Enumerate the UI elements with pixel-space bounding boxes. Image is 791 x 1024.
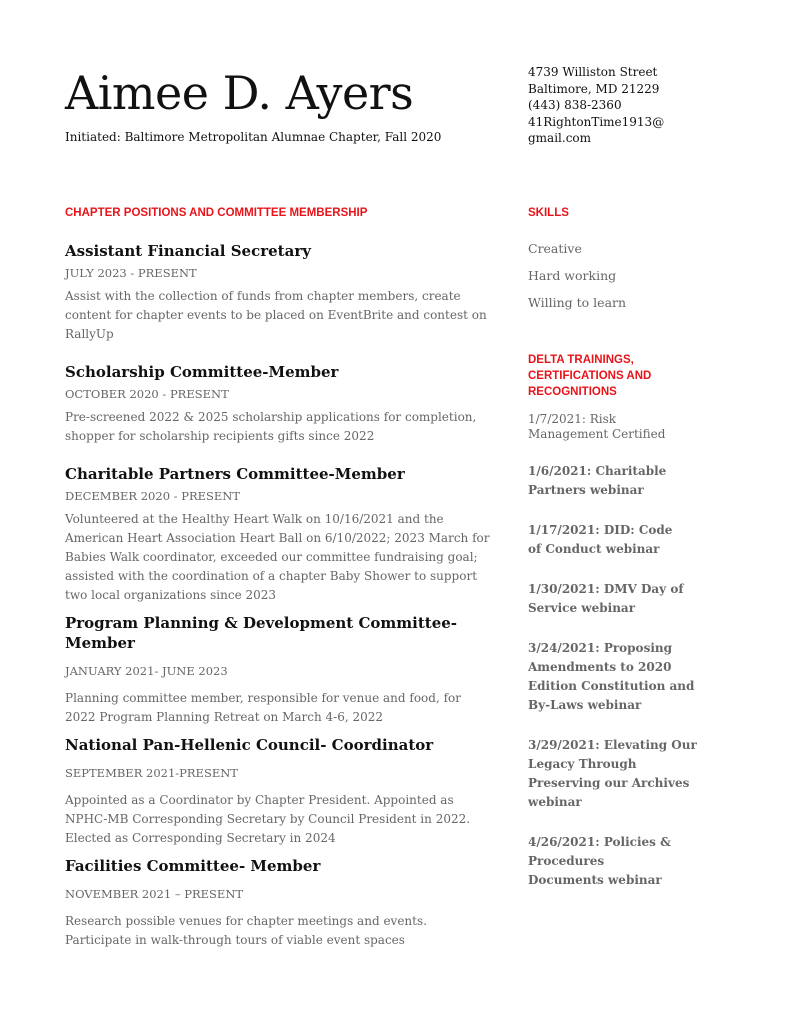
contact-block xyxy=(528,64,668,147)
position-item xyxy=(65,613,495,727)
training-item: 1/7/2021: Risk Management Certified xyxy=(528,412,666,441)
position-description: Planning committee member, responsible for venue and food, for 2022 Program Planning Retreat on March 4-6, 2022 xyxy=(65,691,461,724)
position-item xyxy=(65,241,495,344)
position-dates: JULY 2023 - PRESENT xyxy=(65,266,197,280)
position-title: Program Planning & Development Committee- Member xyxy=(65,614,458,652)
position-dates: DECEMBER 2020 - PRESENT xyxy=(65,489,241,503)
training-item: 1/6/2021: Charitable Partners webinar xyxy=(528,464,667,497)
position-description: Volunteered at the Healthy Heart Walk on 10/16/2021 and the American Heart Association Heart Ball on 6/10/2022; 2023 March for Babies Walk coordinator, exceeded our committee fundraising goal; assisted with the coordination of a chapter Baby Shower to support two local organizations since 2023 xyxy=(65,512,490,602)
position-title: Facilities Committee- Member xyxy=(65,857,321,875)
training-item: 4/26/2021: Policies & Procedures Documents webinar xyxy=(528,835,671,887)
position-item xyxy=(65,362,495,446)
trainings-heading: DELTA TRAININGS, CERTIFICATIONS AND RECOGNITIONS xyxy=(528,354,652,398)
position-dates: JANUARY 2021- JUNE 2023 xyxy=(65,664,228,678)
person-name: Aimee D. Ayers xyxy=(65,66,414,120)
position-title: Scholarship Committee-Member xyxy=(65,363,339,381)
position-description: Assist with the collection of funds from chapter members, create content for chapter events to be placed on EventBrite and contest on RallyUp xyxy=(65,289,487,341)
position-description: Appointed as a Coordinator by Chapter President. Appointed as NPHC-MB Corresponding Secretary by Council President in 2022. Elected as Corresponding Secretary in 2024 xyxy=(65,793,471,845)
position-title: Charitable Partners Committee-Member xyxy=(65,465,405,483)
skills-heading: SKILLS xyxy=(528,207,569,219)
skill-item: Willing to learn xyxy=(528,295,627,310)
position-item xyxy=(65,735,495,848)
positions-section xyxy=(65,207,495,950)
training-item: 3/24/2021: Proposing Amendments to 2020 Edition Constitution and By-Laws webinar xyxy=(528,641,695,712)
contact-email-line1: 41RightonTime1913@ xyxy=(528,114,665,129)
position-dates: NOVEMBER 2021 – PRESENT xyxy=(65,887,244,901)
initiation-info: Initiated: Baltimore Metropolitan Alumnae Chapter, Fall 2020 xyxy=(65,130,442,144)
skill-item: Hard working xyxy=(528,268,617,283)
trainings-list xyxy=(528,412,713,890)
sidebar xyxy=(528,207,713,890)
training-item: 1/17/2021: DID: Code of Conduct webinar xyxy=(528,523,673,556)
contact-email-line2: gmail.com xyxy=(528,131,592,146)
skills-list xyxy=(528,235,713,316)
position-title: Assistant Financial Secretary xyxy=(65,242,311,260)
position-item xyxy=(65,464,495,605)
positions-heading: CHAPTER POSITIONS AND COMMITTEE MEMBERSHIP xyxy=(65,207,368,219)
contact-street: 4739 Williston Street xyxy=(528,65,658,79)
training-item: 3/29/2021: Elevating Our Legacy Through Preserving our Archives webinar xyxy=(528,738,697,809)
position-title: National Pan-Hellenic Council- Coordinator xyxy=(65,736,434,754)
position-description: Pre-screened 2022 & 2025 scholarship applications for completion, shopper for scholarship recipients gifts since 2022 xyxy=(65,410,477,443)
position-description: Research possible venues for chapter meetings and events. Participate in walk-through tours of viable event spaces xyxy=(65,914,427,947)
training-item: 1/30/2021: DMV Day of Service webinar xyxy=(528,582,684,615)
contact-phone: (443) 838-2360 xyxy=(528,98,622,113)
position-dates: SEPTEMBER 2021-PRESENT xyxy=(65,766,238,780)
position-dates: OCTOBER 2020 - PRESENT xyxy=(65,387,229,401)
position-item xyxy=(65,856,495,950)
skill-item: Creative xyxy=(528,241,582,256)
contact-city: Baltimore, MD 21229 xyxy=(528,81,660,96)
